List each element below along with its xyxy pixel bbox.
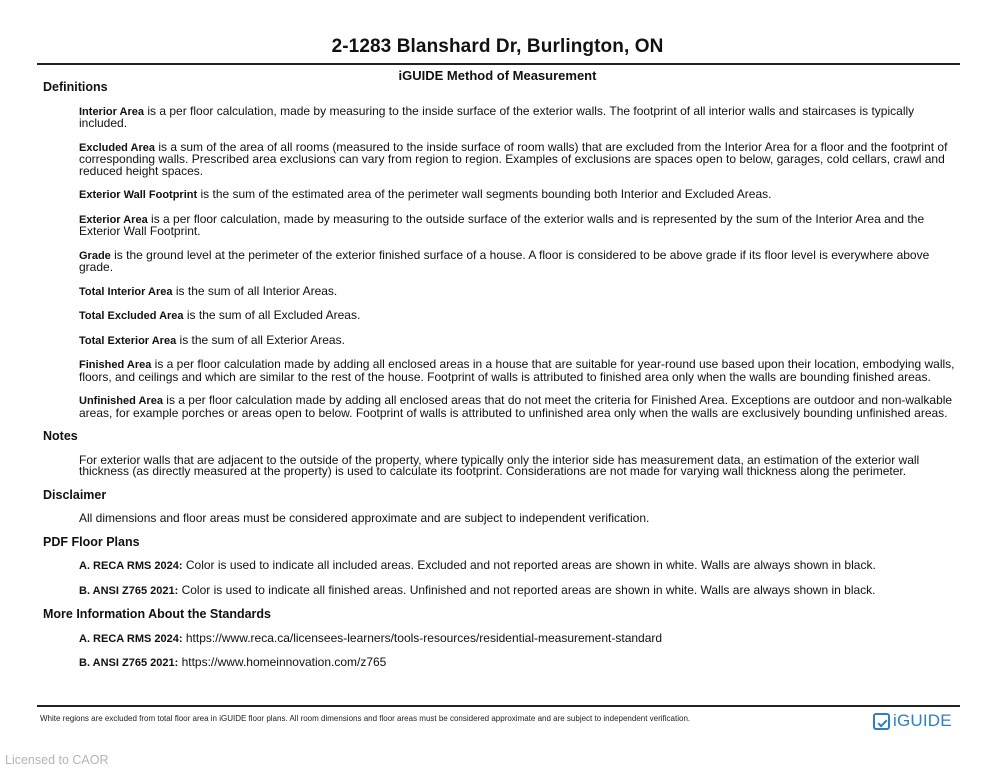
definition-text: is the sum of all Excluded Areas. <box>183 308 361 322</box>
definition-text: is a per floor calculation, made by measuring to the outside surface of the exterior walls and is represented by the sum of the Interior Area and the Exterior Wall Footprint. <box>79 211 925 238</box>
definition-grade <box>79 247 958 274</box>
definition-term: Total Exterior Area <box>79 334 177 347</box>
page-subtitle: iGUIDE Method of Measurement <box>398 68 597 83</box>
iguide-logo-text: iGUIDE <box>893 711 952 730</box>
definition-text: is the ground level at the perimeter of the exterior finished surface of a house. A floor is considered to be above grade if its floor level is everywhere above grade. <box>79 247 930 274</box>
definition-term: Total Excluded Area <box>79 310 184 322</box>
standard-description: Color is used to indicate all finished areas. Unfinished and not reported areas are shown in white. Walls are always shown in black. <box>178 582 876 597</box>
document-body <box>43 82 958 670</box>
title-divider <box>37 63 960 65</box>
definition-term: Unfinished Area <box>79 395 163 407</box>
definition-term: Interior Area <box>79 105 145 118</box>
definition-term: Exterior Wall Footprint <box>79 189 198 201</box>
definition-term: Grade <box>79 249 111 262</box>
definition-total-interior-area <box>79 283 958 299</box>
reca-standard-link[interactable]: https://www.reca.ca/licensees-learners/tools-resources/residential-measurement-standard <box>182 630 663 645</box>
iguide-logo <box>873 710 952 732</box>
definition-text: is a per floor calculation made by adding all enclosed areas in a house that are suitable for year-round use based upon their location, embodying walls, floors, and ceilings and which are similar to the rest of the house. Footprint of walls is attributed to finished area only when the walls are bounding finished areas. <box>79 357 955 384</box>
definition-total-excluded-area <box>79 310 958 323</box>
definition-total-exterior-area <box>79 332 958 348</box>
definition-text: is the sum of the estimated area of the perimeter wall segments bounding both Interior and Excluded Areas. <box>197 187 772 201</box>
definition-text: is a per floor calculation, made by measuring to the inside surface of the exterior walls. The footprint of all interior walls and staircases is typically included. <box>79 103 915 130</box>
standard-label: B. ANSI Z765 2021: <box>79 657 179 669</box>
definition-text: is a sum of the area of all rooms (measured to the inside surface of room walls) that are excluded from the Interior Area for a floor and the footprint of corresponding walls. Prescribed area exclusions can vary from region to region. Examples of exclusions are spaces open to below, garages, cold cellars, crawl and reduced height spaces. <box>79 139 948 178</box>
ansi-standard-link[interactable]: https://www.homeinnovation.com/z765 <box>178 655 387 669</box>
more-info-item-reca <box>79 630 958 646</box>
standard-description: Color is used to indicate all included areas. Excluded and not reported areas are shown in white. Walls are always shown in black. <box>182 558 876 572</box>
footer-divider <box>37 705 960 707</box>
definition-term: Total Interior Area <box>79 285 173 298</box>
definition-term: Excluded Area <box>79 141 156 154</box>
definition-text: is the sum of all Interior Areas. <box>172 283 338 298</box>
page-title: 2-1283 Blanshard Dr, Burlington, ON <box>331 36 664 57</box>
more-info-item-ansi <box>79 657 958 670</box>
definition-text: is a per floor calculation made by adding all enclosed areas that do not meet the criteria for Finished Area. Exceptions are outdoor and non-walkable areas, for example porches or areas open to below. Footprint of walls is attributed to unfinished area only when the walls are exclusively bounding unfinished areas. <box>79 393 953 420</box>
definition-exterior-area <box>79 211 958 238</box>
definition-term: Finished Area <box>79 359 152 371</box>
definition-interior-area <box>79 103 958 130</box>
disclaimer-text: All dimensions and floor areas must be considered approximate and are subject to independent verification. <box>79 511 650 525</box>
definition-text: is the sum of all Exterior Areas. <box>176 332 345 347</box>
definition-exterior-wall-footprint <box>79 189 958 202</box>
definition-finished-area <box>79 359 958 383</box>
more-info-heading: More Information About the Standards <box>43 607 272 621</box>
standard-label: B. ANSI Z765 2021: <box>79 584 179 597</box>
definition-term: Exterior Area <box>79 213 148 226</box>
standard-label: A. RECA RMS 2024: <box>79 560 183 572</box>
definition-excluded-area <box>79 139 958 178</box>
iguide-check-icon <box>873 713 890 730</box>
definition-unfinished-area <box>79 395 958 419</box>
standard-label: A. RECA RMS 2024: <box>79 632 183 645</box>
notes-heading: Notes <box>43 429 78 443</box>
license-watermark: Licensed to CAOR <box>5 753 109 767</box>
pdf-floor-plans-heading: PDF Floor Plans <box>43 534 140 549</box>
pdf-floor-plan-item-reca <box>79 560 958 573</box>
disclaimer-heading: Disclaimer <box>43 487 107 502</box>
notes-text: For exterior walls that are adjacent to the outside of the property, where typically only the interior side has measurement data, an estimation of the exterior wall thickness (as directly measured at the property) is used to calculate its footprint. Considerations are not made for varying wall thickness along the perimeter. <box>79 452 920 478</box>
definitions-heading: Definitions <box>43 80 108 94</box>
footer-note: White regions are excluded from total floor area in iGUIDE floor plans. All room dimensions and floor areas must be considered approximate and are subject to independent verification. <box>40 714 691 723</box>
pdf-floor-plan-item-ansi <box>79 582 958 598</box>
